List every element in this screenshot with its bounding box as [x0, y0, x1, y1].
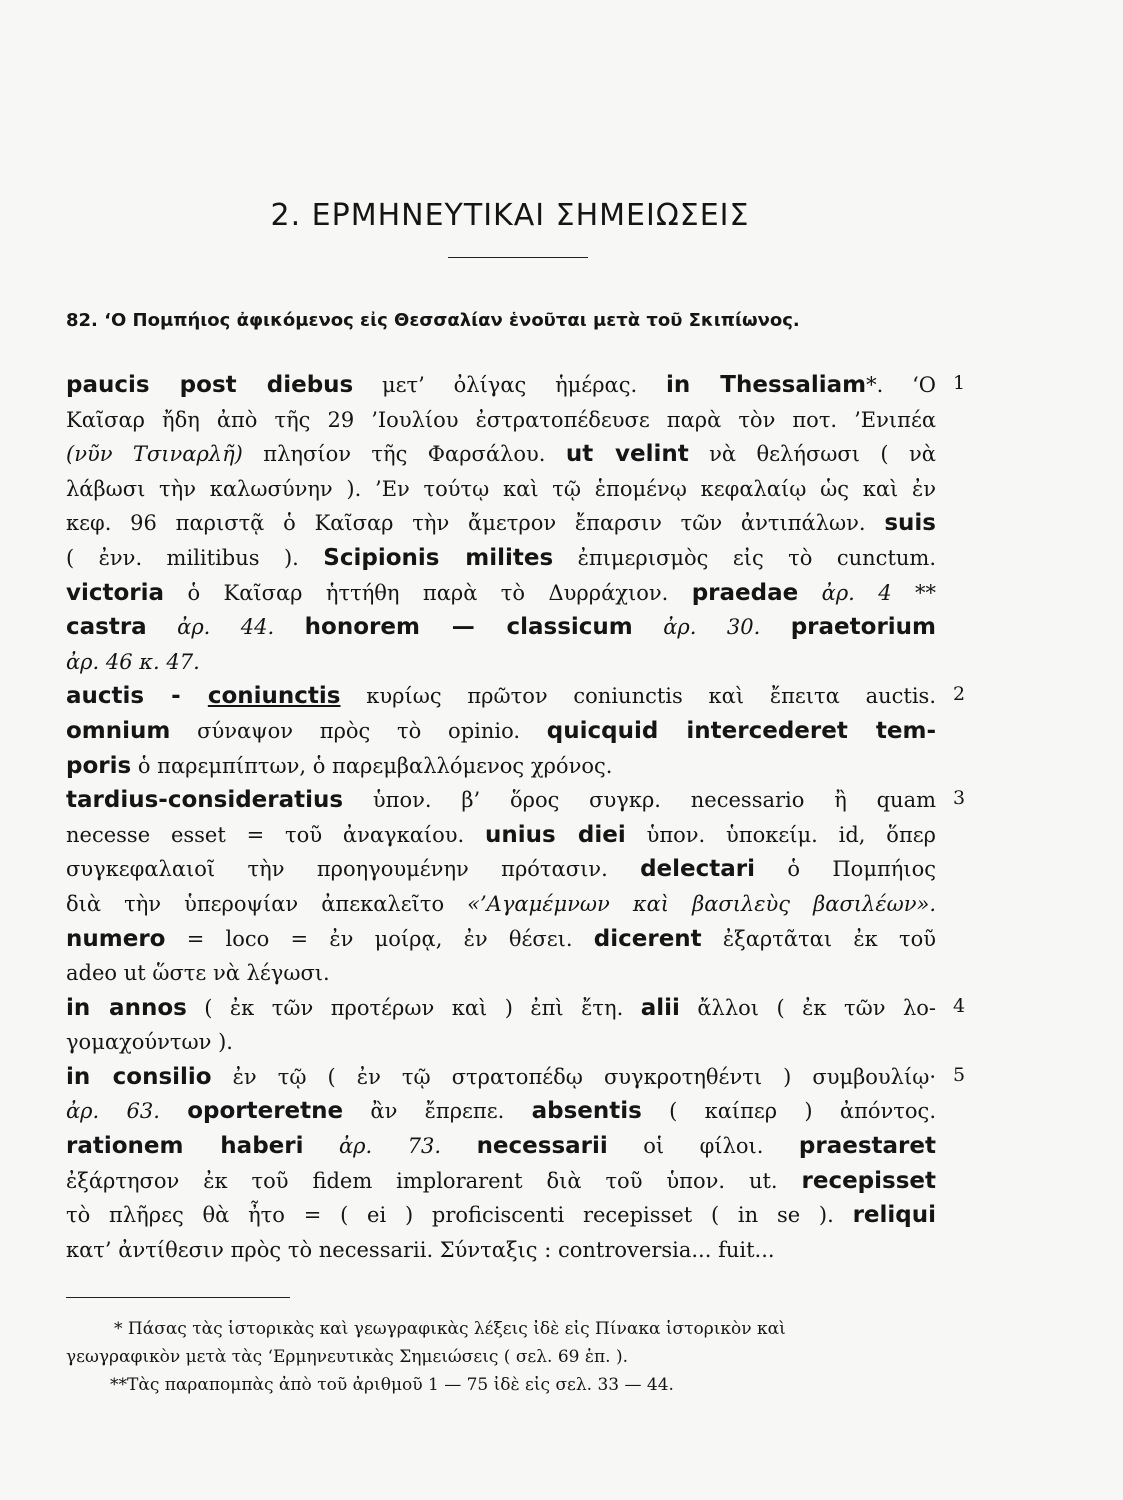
- gloss: ( ἐκ τῶν προτέρων καὶ ) ἐπὶ ἔτη.: [186, 995, 641, 1020]
- gloss: οἱ φίλοι.: [607, 1134, 799, 1159]
- text-line: [66, 679, 936, 714]
- text-line: [66, 714, 936, 749]
- lemma: omnium: [66, 717, 171, 744]
- gloss: ἄλλοι ( ἐκ τῶν λο-: [679, 995, 936, 1020]
- lemma: delectari: [640, 856, 756, 883]
- gloss: ὁ παρεμπίπτων, ὁ παρεμβαλλόμενος χρόνος.: [131, 753, 613, 778]
- text-line: [66, 610, 936, 645]
- lemma: oporteretne: [187, 1098, 344, 1125]
- page-heading: 2. ΕΡΜΗΝΕΥΤΙΚΑΙ ΣΗΜΕΙΩΣΕΙΣ: [270, 198, 750, 233]
- text-line: [66, 472, 936, 507]
- heading-rule: [448, 257, 588, 258]
- lemma: necessarii: [476, 1133, 608, 1160]
- lemma: rationem haberi: [66, 1133, 304, 1160]
- gloss: ἐπιμερισμὸς εἰς τὸ cunctum.: [553, 545, 936, 570]
- lemma: victoria: [66, 579, 165, 606]
- text-line: [66, 1164, 936, 1199]
- lemma: unius diei: [485, 821, 626, 848]
- lemma: coniunctis: [207, 683, 341, 710]
- gloss: ἀρ. 4 **: [798, 580, 936, 605]
- text-line: [66, 887, 936, 922]
- lemma: recepisset: [801, 1167, 936, 1194]
- commentary-body: [66, 368, 936, 1267]
- margin-number: 5: [953, 1064, 966, 1086]
- footnote-1-line-1: * Πάσας τὰς ἱστορικὰς καὶ γεωγραφικὰς λέξεις ἰδὲ εἰς Πίνακα ἱστορικὸν καὶ: [114, 1319, 786, 1339]
- gloss: necesse esset = τοῦ ἀναγκαίου.: [66, 822, 486, 847]
- text-line: [66, 749, 936, 784]
- footnote-1-line-2: γεωγραφικὸν μετὰ τὰς ‘Ερμηνευτικὰς Σημειώσεις ( σελ. 69 ἑπ. ).: [66, 1347, 628, 1367]
- gloss: ἐξαρτᾶται ἐκ τοῦ: [701, 926, 936, 951]
- lemma: quicquid intercederet tem-: [546, 717, 937, 744]
- gloss: adeo ut ὥστε νὰ λέγωσι.: [66, 961, 330, 986]
- margin-number: 4: [953, 994, 966, 1017]
- lemma: praestaret: [798, 1133, 936, 1160]
- text-line: [66, 783, 936, 818]
- text-line: [66, 576, 936, 611]
- lemma: poris: [66, 752, 132, 779]
- text-line: [66, 403, 936, 438]
- text-line: [66, 1025, 936, 1060]
- text-line: [66, 1094, 936, 1129]
- gloss: ὑπον. ὑποκείμ. id, ὅπερ: [625, 822, 936, 847]
- gloss: τὸ πλῆρες θὰ ἦτο = ( ei ) proficiscenti recepisset ( in se ).: [66, 1203, 853, 1228]
- lemma: dicerent: [593, 925, 702, 952]
- text-line: [66, 991, 936, 1026]
- gloss: «’Αγαμέμνων καὶ βασιλεὺς βασιλέων».: [467, 891, 937, 916]
- lemma: absentis: [531, 1098, 642, 1125]
- lemma: castra: [66, 614, 147, 641]
- gloss: ὁ Πομπήιος: [755, 857, 936, 882]
- footnotes: [66, 1315, 936, 1399]
- lemma: numero: [66, 925, 166, 952]
- lemma: tardius-consideratius: [66, 787, 344, 814]
- gloss: ἐν τῷ ( ἐν τῷ στρατοπέδῳ συγκροτηθέντι ) συμβουλίῳ·: [211, 1064, 937, 1089]
- lemma: suis: [884, 510, 936, 537]
- gloss: *. ‘Ο: [866, 373, 936, 397]
- text-line: [66, 1060, 936, 1095]
- text-line: [66, 506, 936, 541]
- lemma: reliqui: [852, 1202, 936, 1229]
- lemma: praetorium: [790, 614, 937, 641]
- text-line: [66, 437, 936, 472]
- gloss: γομαχούντων ).: [66, 1030, 233, 1055]
- gloss: κατ’ ἀντίθεσιν πρὸς τὸ necessarii. Σύνταξις : controversia... fuit...: [66, 1237, 775, 1262]
- footnote-rule: [66, 1297, 290, 1298]
- text-line: [66, 1233, 936, 1268]
- text-line: [66, 852, 936, 887]
- text-line: [66, 1129, 936, 1164]
- gloss: σύναψον πρὸς τὸ opinio.: [170, 718, 547, 743]
- gloss: (νῦν Τσιναρλῆ): [66, 442, 243, 467]
- gloss: ὁ Καῖσαρ ἡττήθη παρὰ τὸ Δυρράχιον.: [164, 580, 692, 605]
- gloss: μετ’ ὀλίγας ἡμέρας.: [353, 373, 666, 397]
- footnote-2: **Τὰς παραπομπὰς ἀπὸ τοῦ ἀριθμοῦ 1 — 75 ἰδὲ εἰς σελ. 33 — 44.: [110, 1375, 674, 1395]
- gloss: ἀρ. 46 κ. 47.: [66, 649, 200, 674]
- text-line: [66, 1198, 936, 1233]
- text-line: [66, 818, 936, 853]
- text-line: [66, 922, 936, 957]
- lemma: in consilio: [66, 1063, 212, 1090]
- gloss: πλησίον τῆς Φαρσάλου.: [242, 442, 566, 467]
- gloss: κυρίως πρῶτον coniunctis καὶ ἔπειτα auctis.: [340, 684, 936, 709]
- lemma: in Thessaliam: [665, 372, 867, 398]
- gloss: Καῖσαρ ἤδη ἀπὸ τῆς 29 ’Ιουλίου ἐστρατοπέδευσε παρὰ τὸν ποτ. ’Ενιπέα: [66, 407, 936, 432]
- gloss: διὰ τὴν ὑπεροψίαν ἀπεκαλεῖτο: [66, 891, 468, 916]
- gloss: ἐξάρτησον ἐκ τοῦ fidem implorarent διὰ τοῦ ὑπον. ut.: [66, 1168, 802, 1193]
- gloss: ( καίπερ ) ἀπόντος.: [641, 1099, 936, 1124]
- gloss: ἀρ. 30.: [632, 615, 791, 640]
- gloss: ἂν ἔπρεπε.: [343, 1099, 532, 1124]
- lemma: paucis post diebus: [66, 372, 354, 398]
- gloss: ( ἐνν. militibus ).: [66, 545, 324, 570]
- gloss: κεφ. 96 παριστᾷ ὁ Καῖσαρ τὴν ἄμετρον ἔπαρσιν τῶν ἀντιπάλων.: [66, 511, 885, 536]
- gloss: ἀρ. 44.: [146, 615, 305, 640]
- margin-number: 1: [953, 372, 966, 394]
- lemma: alii: [640, 994, 680, 1021]
- lemma: in annos: [66, 994, 187, 1021]
- gloss: = loco = ἐν μοίρᾳ, ἐν θέσει.: [165, 926, 594, 951]
- margin-number: 3: [953, 787, 966, 810]
- text-line: [66, 645, 936, 680]
- lemma: praedae: [691, 579, 799, 606]
- section-title: 82. ‘Ο Πομπήιος ἀφικόμενος εἰς Θεσσαλίαν ἑνοῦται μετὰ τοῦ Σκιπίωνος.: [66, 310, 800, 331]
- lemma: Scipionis milites: [323, 544, 554, 571]
- lemma: auctis -: [66, 683, 208, 710]
- gloss: λάβωσι τὴν καλωσύνην ). ’Εν τούτῳ καὶ τῷ ἑπομένῳ κεφαλαίῳ ὡς καὶ ἐν: [66, 476, 936, 501]
- gloss: νὰ θελήσωσι ( νὰ: [688, 442, 936, 467]
- gloss: ὑπον. β’ ὅρος συγκρ. necessario ἢ quam: [343, 788, 936, 813]
- lemma: ut velint: [565, 441, 689, 468]
- gloss: ἀρ. 73.: [303, 1134, 477, 1159]
- gloss: συγκεφαλαιοῖ τὴν προηγουμένην πρότασιν.: [66, 857, 641, 882]
- margin-number: 2: [953, 683, 966, 706]
- text-line: [66, 956, 936, 991]
- gloss: ἀρ. 63.: [66, 1099, 188, 1124]
- text-line: [66, 368, 936, 403]
- text-line: [66, 541, 936, 576]
- lemma: honorem — classicum: [304, 614, 633, 641]
